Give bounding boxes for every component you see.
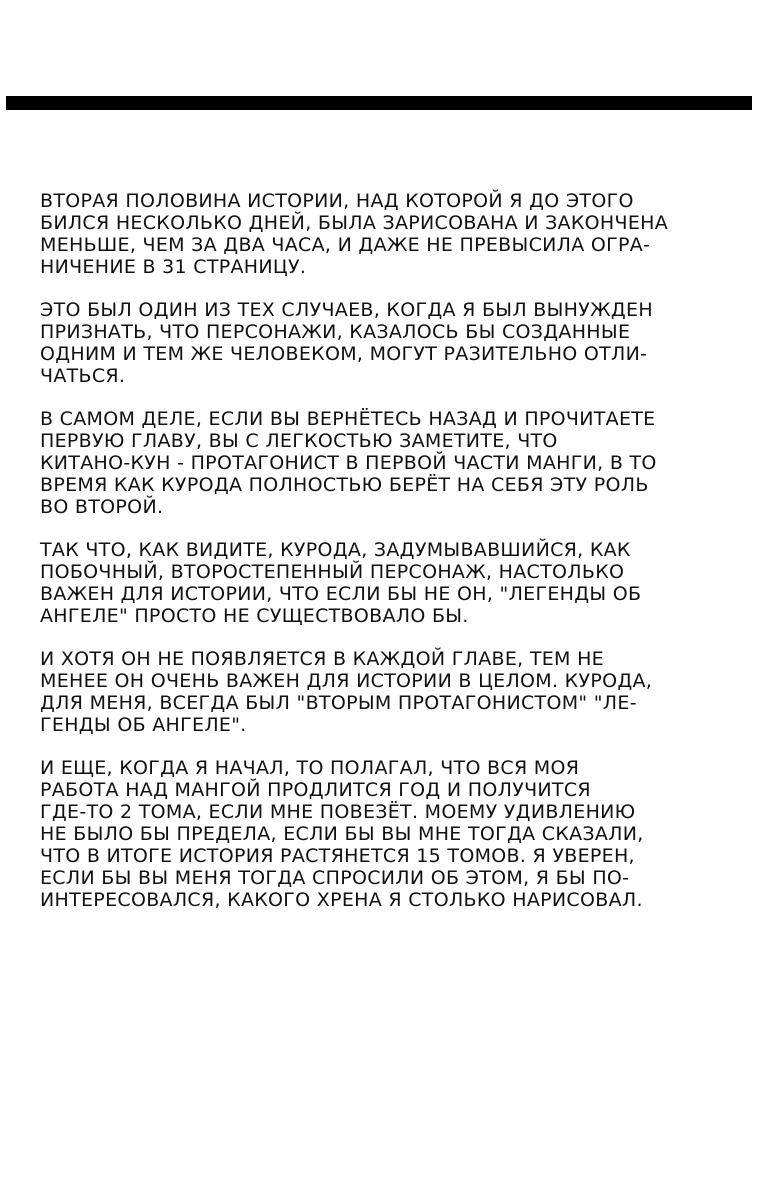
paragraph — [40, 757, 750, 911]
paragraph — [40, 299, 750, 387]
text-line: ОДНИМ И ТЕМ ЖЕ ЧЕЛОВЕКОМ, МОГУТ РАЗИТЕЛЬНО ОТЛИ- — [40, 343, 648, 365]
text-line: ТАК ЧТО, КАК ВИДИТЕ, КУРОДА, ЗАДУМЫВАВШИЙСЯ, КАК — [40, 539, 631, 561]
text-line: В САМОМ ДЕЛЕ, ЕСЛИ ВЫ ВЕРНЁТЕСЬ НАЗАД И ПРОЧИТАЕТЕ — [40, 408, 656, 430]
text-line: ВАЖЕН ДЛЯ ИСТОРИИ, ЧТО ЕСЛИ БЫ НЕ ОН, "ЛЕГЕНДЫ ОБ — [40, 583, 642, 605]
text-line: РАБОТА НАД МАНГОЙ ПРОДЛИТСЯ ГОД И ПОЛУЧИТСЯ — [40, 779, 591, 801]
afterword-text — [40, 190, 750, 932]
text-line: ЕСЛИ БЫ ВЫ МЕНЯ ТОГДА СПРОСИЛИ ОБ ЭТОМ, Я БЫ ПО- — [40, 867, 630, 889]
text-line: АНГЕЛЕ" ПРОСТО НЕ СУЩЕСТВОВАЛО БЫ. — [40, 605, 469, 627]
text-line: ЭТО БЫЛ ОДИН ИЗ ТЕХ СЛУЧАЕВ, КОГДА Я БЫЛ ВЫНУЖДЕН — [40, 299, 653, 321]
text-line: ВРЕМЯ КАК КУРОДА ПОЛНОСТЬЮ БЕРЁТ НА СЕБЯ ЭТУ РОЛЬ — [40, 474, 649, 496]
top-divider-bar — [6, 96, 752, 110]
text-line: ГЕНДЫ ОБ АНГЕЛЕ". — [40, 714, 247, 736]
text-line: ВТОРАЯ ПОЛОВИНА ИСТОРИИ, НАД КОТОРОЙ Я ДО ЭТОГО — [40, 190, 634, 212]
paragraph — [40, 408, 750, 518]
text-line: НИЧЕНИЕ В 31 СТРАНИЦУ. — [40, 256, 307, 278]
text-line: ПОБОЧНЫЙ, ВТОРОСТЕПЕННЫЙ ПЕРСОНАЖ, НАСТОЛЬКО — [40, 561, 625, 583]
text-line: НЕ БЫЛО БЫ ПРЕДЕЛА, ЕСЛИ БЫ ВЫ МНЕ ТОГДА СКАЗАЛИ, — [40, 823, 644, 845]
text-line: ЧАТЬСЯ. — [40, 365, 126, 387]
text-line: КИТАНО-КУН - ПРОТАГОНИСТ В ПЕРВОЙ ЧАСТИ МАНГИ, В ТО — [40, 452, 657, 474]
paragraph — [40, 539, 750, 627]
text-line: ДЛЯ МЕНЯ, ВСЕГДА БЫЛ "ВТОРЫМ ПРОТАГОНИСТОМ" "ЛЕ- — [40, 692, 637, 714]
text-line: МЕНЕЕ ОН ОЧЕНЬ ВАЖЕН ДЛЯ ИСТОРИИ В ЦЕЛОМ. КУРОДА, — [40, 670, 653, 692]
text-line: И ХОТЯ ОН НЕ ПОЯВЛЯЕТСЯ В КАЖДОЙ ГЛАВЕ, ТЕМ НЕ — [40, 648, 604, 670]
text-line: ВО ВТОРОЙ. — [40, 496, 164, 518]
text-line: ИНТЕРЕСОВАЛСЯ, КАКОГО ХРЕНА Я СТОЛЬКО НАРИСОВАЛ. — [40, 889, 643, 911]
text-line: МЕНЬШЕ, ЧЕМ ЗА ДВА ЧАСА, И ДАЖЕ НЕ ПРЕВЫСИЛА ОГРА- — [40, 234, 651, 256]
text-line: ПРИЗНАТЬ, ЧТО ПЕРСОНАЖИ, КАЗАЛОСЬ БЫ СОЗДАННЫЕ — [40, 321, 631, 343]
text-line: ЧТО В ИТОГЕ ИСТОРИЯ РАСТЯНЕТСЯ 15 ТОМОВ. Я УВЕРЕН, — [40, 845, 635, 867]
text-line: ПЕРВУЮ ГЛАВУ, ВЫ С ЛЕГКОСТЬЮ ЗАМЕТИТЕ, ЧТО — [40, 430, 558, 452]
text-line: БИЛСЯ НЕСКОЛЬКО ДНЕЙ, БЫЛА ЗАРИСОВАНА И ЗАКОНЧЕНА — [40, 212, 669, 234]
text-line: И ЕЩЕ, КОГДА Я НАЧАЛ, ТО ПОЛАГАЛ, ЧТО ВСЯ МОЯ — [40, 757, 580, 779]
paragraph — [40, 648, 750, 736]
paragraph — [40, 190, 750, 278]
text-line: ГДЕ-ТО 2 ТОМА, ЕСЛИ МНЕ ПОВЕЗЁТ. МОЕМУ УДИВЛЕНИЮ — [40, 801, 636, 823]
